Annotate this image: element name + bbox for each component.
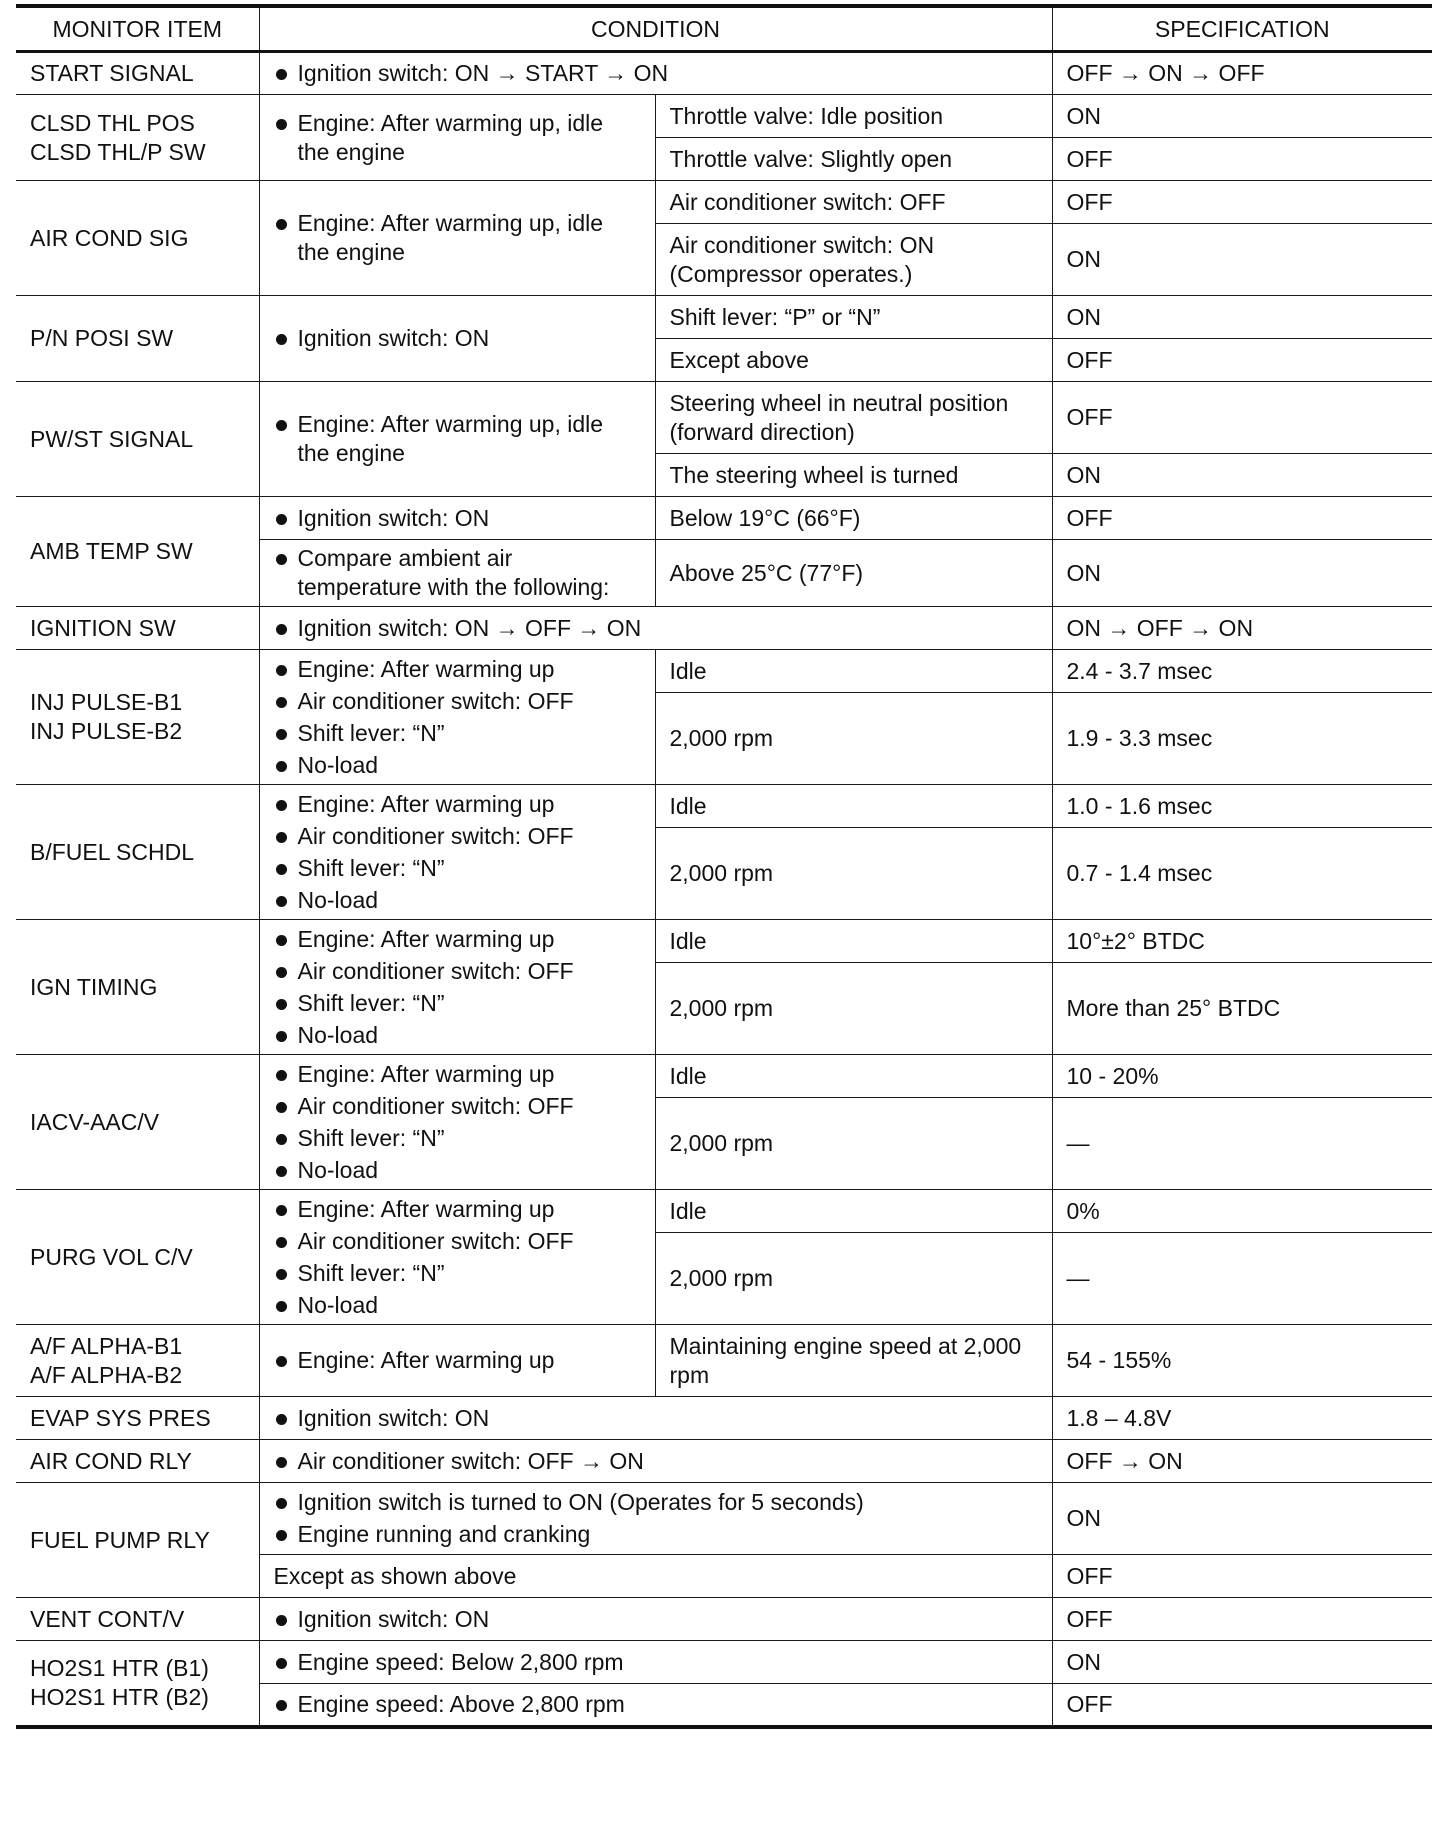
monitor-item: P/N POSI SW <box>16 296 259 382</box>
sub-condition-cell: 2,000 rpm <box>655 1098 1052 1190</box>
table-row <box>16 1190 1432 1233</box>
monitor-item-line: A/F ALPHA-B1 <box>30 1332 183 1359</box>
sub-condition-cell: Idle <box>655 920 1052 963</box>
condition-bullet: Engine running and cranking <box>274 1520 1038 1549</box>
sub-condition-cell: Except above <box>655 339 1052 382</box>
specification-cell: 1.9 - 3.3 msec <box>1052 693 1432 785</box>
condition-bullet: Compare ambient air temperature with the following: <box>274 544 641 602</box>
monitor-item <box>16 1641 259 1727</box>
monitor-item: PW/ST SIGNAL <box>16 382 259 497</box>
monitor-item <box>16 650 259 785</box>
table-row <box>16 1641 1432 1684</box>
condition-cell <box>259 296 655 382</box>
specification-cell: 0% <box>1052 1190 1432 1233</box>
sub-condition-cell: Air conditioner switch: ON (Compressor operates.) <box>655 224 1052 296</box>
condition-bullet: Air conditioner switch: OFF <box>274 1227 641 1256</box>
table-row <box>16 1440 1432 1483</box>
condition-cell <box>259 1190 655 1325</box>
sub-condition-cell: Below 19°C (66°F) <box>655 497 1052 540</box>
sub-condition-cell: Steering wheel in neutral position (forward direction) <box>655 382 1052 454</box>
monitor-item-line: CLSD THL POS <box>30 109 195 136</box>
sub-condition-cell: Maintaining engine speed at 2,000 rpm <box>655 1325 1052 1397</box>
table-row <box>16 181 1432 224</box>
condition-bullet: Air conditioner switch: OFF <box>274 957 641 986</box>
monitor-item: IGNITION SW <box>16 607 259 650</box>
monitor-item-line: HO2S1 HTR (B1) <box>30 1654 209 1681</box>
table-row <box>16 382 1432 454</box>
specification-cell: 1.8 – 4.8V <box>1052 1397 1432 1440</box>
condition-bullet: Air conditioner switch: OFF <box>274 687 641 716</box>
condition-bullet: Air conditioner switch: OFF <box>274 1092 641 1121</box>
condition-cell <box>259 1598 1052 1641</box>
monitor-item-line: CLSD THL/P SW <box>30 138 206 165</box>
condition-cell <box>259 52 1052 95</box>
specification-cell: OFF <box>1052 138 1432 181</box>
spec-table-container <box>16 4 1432 1729</box>
condition-bullet: Shift lever: “N” <box>274 1259 641 1288</box>
table-row <box>16 1055 1432 1098</box>
specification-cell: — <box>1052 1098 1432 1190</box>
specification-cell: — <box>1052 1233 1432 1325</box>
monitor-item-line: INJ PULSE-B1 <box>30 689 183 715</box>
condition-bullet: No-load <box>274 751 641 780</box>
specification-cell: 2.4 - 3.7 msec <box>1052 650 1432 693</box>
condition-bullet: Engine: After warming up <box>274 790 641 819</box>
table-row <box>16 650 1432 693</box>
condition-bullet: Air conditioner switch: OFF <box>274 822 641 851</box>
sub-condition-cell: 2,000 rpm <box>655 828 1052 920</box>
table-row <box>16 497 1432 540</box>
monitor-item-line: A/F ALPHA-B2 <box>30 1361 183 1388</box>
condition-bullet: No-load <box>274 886 641 915</box>
header-row <box>16 6 1432 52</box>
monitor-item: START SIGNAL <box>16 52 259 95</box>
condition-cell <box>259 1440 1052 1483</box>
specification-cell: 54 - 155% <box>1052 1325 1432 1397</box>
condition-cell <box>259 650 655 785</box>
sub-condition-cell: Throttle valve: Idle position <box>655 95 1052 138</box>
specification-cell: 0.7 - 1.4 msec <box>1052 828 1432 920</box>
specification-cell: 1.0 - 1.6 msec <box>1052 785 1432 828</box>
sub-condition-cell: The steering wheel is turned <box>655 454 1052 497</box>
sub-condition-cell: 2,000 rpm <box>655 963 1052 1055</box>
condition-bullet: Engine: After warming up <box>274 1195 641 1224</box>
specification-cell: More than 25° BTDC <box>1052 963 1432 1055</box>
condition-cell <box>259 181 655 296</box>
specification-cell: OFF → ON <box>1052 1440 1432 1483</box>
condition-bullet: Ignition switch: ON → OFF → ON <box>274 614 1038 643</box>
condition-cell: Except as shown above <box>259 1555 1052 1598</box>
sub-condition-cell: Idle <box>655 1055 1052 1098</box>
condition-bullet: Air conditioner switch: OFF → ON <box>274 1447 1038 1476</box>
condition-cell <box>259 1055 655 1190</box>
header-condition: CONDITION <box>259 6 1052 52</box>
specification-cell: OFF <box>1052 497 1432 540</box>
sub-condition-cell: Air conditioner switch: OFF <box>655 181 1052 224</box>
condition-cell <box>259 95 655 181</box>
table-row <box>16 920 1432 963</box>
condition-bullet: Engine: After warming up <box>274 1060 641 1089</box>
condition-bullet: Engine: After warming up, idle the engine <box>274 109 641 167</box>
sub-condition-cell: Idle <box>655 785 1052 828</box>
specification-cell: OFF → ON → OFF <box>1052 52 1432 95</box>
specification-cell: ON <box>1052 224 1432 296</box>
sub-condition-cell: 2,000 rpm <box>655 693 1052 785</box>
sub-condition-cell: Idle <box>655 1190 1052 1233</box>
condition-cell <box>259 1397 1052 1440</box>
condition-cell <box>259 607 1052 650</box>
sub-condition-cell: Idle <box>655 650 1052 693</box>
monitor-spec-table <box>16 4 1432 1729</box>
monitor-item-line: INJ PULSE-B2 <box>30 718 183 744</box>
condition-cell <box>259 920 655 1055</box>
table-row <box>16 1483 1432 1555</box>
sub-condition-cell: 2,000 rpm <box>655 1233 1052 1325</box>
table-row <box>16 296 1432 339</box>
condition-bullet: No-load <box>274 1291 641 1320</box>
specification-cell: 10 - 20% <box>1052 1055 1432 1098</box>
monitor-item: EVAP SYS PRES <box>16 1397 259 1440</box>
specification-cell: OFF <box>1052 1598 1432 1641</box>
condition-bullet: Ignition switch: ON <box>274 1605 1038 1634</box>
condition-cell <box>259 1325 655 1397</box>
condition-bullet: Engine: After warming up <box>274 1346 641 1375</box>
condition-bullet: Engine: After warming up <box>274 925 641 954</box>
condition-bullet: No-load <box>274 1021 641 1050</box>
sub-condition-cell: Shift lever: “P” or “N” <box>655 296 1052 339</box>
condition-bullet: Shift lever: “N” <box>274 854 641 883</box>
table-row <box>16 52 1432 95</box>
condition-bullet: Shift lever: “N” <box>274 1124 641 1153</box>
monitor-item: IACV-AAC/V <box>16 1055 259 1190</box>
condition-cell <box>259 1641 1052 1684</box>
condition-bullet: Ignition switch: ON → START → ON <box>274 59 1038 88</box>
monitor-item: FUEL PUMP RLY <box>16 1483 259 1598</box>
condition-bullet: Shift lever: “N” <box>274 719 641 748</box>
condition-bullet: Engine speed: Below 2,800 rpm <box>274 1648 1038 1677</box>
specification-cell: ON <box>1052 296 1432 339</box>
table-row <box>16 1325 1432 1397</box>
table-row <box>16 1598 1432 1641</box>
condition-cell <box>259 785 655 920</box>
condition-bullet: Engine: After warming up, idle the engine <box>274 410 641 468</box>
condition-bullet: Ignition switch: ON <box>274 1404 1038 1433</box>
condition-cell <box>259 1684 1052 1727</box>
condition-bullet: Engine: After warming up, idle the engine <box>274 209 641 267</box>
specification-cell: OFF <box>1052 1684 1432 1727</box>
monitor-item: AIR COND SIG <box>16 181 259 296</box>
specification-cell: ON <box>1052 95 1432 138</box>
specification-cell: ON <box>1052 540 1432 607</box>
monitor-item: IGN TIMING <box>16 920 259 1055</box>
condition-bullet: Ignition switch: ON <box>274 504 641 533</box>
specification-cell: OFF <box>1052 339 1432 382</box>
specification-cell: ON → OFF → ON <box>1052 607 1432 650</box>
sub-condition-cell: Above 25°C (77°F) <box>655 540 1052 607</box>
monitor-item: VENT CONT/V <box>16 1598 259 1641</box>
monitor-item: AIR COND RLY <box>16 1440 259 1483</box>
header-monitor-item: MONITOR ITEM <box>16 6 259 52</box>
monitor-item: AMB TEMP SW <box>16 497 259 607</box>
specification-cell: OFF <box>1052 382 1432 454</box>
table-row <box>16 95 1432 138</box>
condition-cell <box>259 540 655 607</box>
condition-cell <box>259 1483 1052 1555</box>
specification-cell: OFF <box>1052 1555 1432 1598</box>
condition-cell <box>259 382 655 497</box>
table-row <box>16 607 1432 650</box>
monitor-item: B/FUEL SCHDL <box>16 785 259 920</box>
condition-bullet: Engine speed: Above 2,800 rpm <box>274 1690 1038 1719</box>
specification-cell: OFF <box>1052 181 1432 224</box>
table-row <box>16 785 1432 828</box>
monitor-item <box>16 95 259 181</box>
condition-cell <box>259 497 655 540</box>
condition-bullet: Shift lever: “N” <box>274 989 641 1018</box>
specification-cell: ON <box>1052 1641 1432 1684</box>
monitor-item <box>16 1325 259 1397</box>
table-row <box>16 1397 1432 1440</box>
condition-bullet: No-load <box>274 1156 641 1185</box>
condition-bullet: Ignition switch is turned to ON (Operates for 5 seconds) <box>274 1488 1038 1517</box>
sub-condition-cell: Throttle valve: Slightly open <box>655 138 1052 181</box>
monitor-item: PURG VOL C/V <box>16 1190 259 1325</box>
condition-bullet: Engine: After warming up <box>274 655 641 684</box>
specification-cell: 10°±2° BTDC <box>1052 920 1432 963</box>
header-specification: SPECIFICATION <box>1052 6 1432 52</box>
specification-cell: ON <box>1052 1483 1432 1555</box>
condition-bullet: Ignition switch: ON <box>274 324 641 353</box>
monitor-item-line: HO2S1 HTR (B2) <box>30 1683 209 1710</box>
specification-cell: ON <box>1052 454 1432 497</box>
